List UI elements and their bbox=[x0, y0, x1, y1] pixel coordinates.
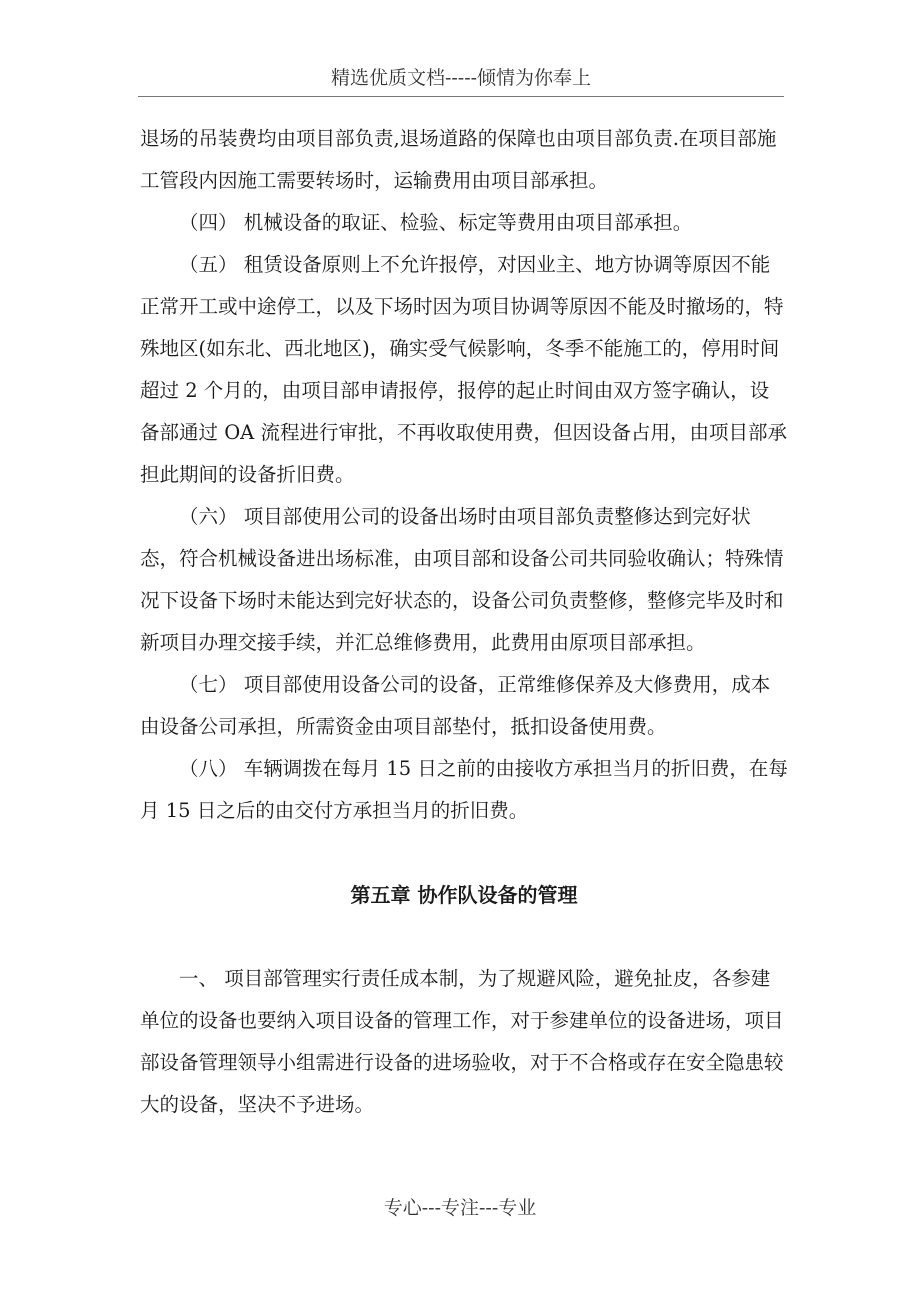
paragraph-continued: 退场的吊装费均由项目部负责,退场道路的保障也由项目部负责.在项目部施工管段内因施工需要转场时，运输费用由项目部承担。 bbox=[140, 127, 777, 192]
paragraph-item-5: （五） 租赁设备原则上不允许报停，对因业主、地方协调等原因不能正常开工或中途停工，以及下场时因为项目协调等原因不能及时撤场的，特殊地区(如东北、西北地区)，确实受气候影响，冬季不能施工的，停用时间超过 2 个月的，由项目部申请报停，报停的起止时间由双方签字确认，设备部通过 OA 流程进行审批，不再收取使用费，但因设备占用，由项目部承担此期间的设备折旧费。 bbox=[140, 253, 787, 486]
paragraph-item-7: （七） 项目部使用设备公司的设备，正常维修保养及大修费用，成本由设备公司承担，所需资金由项目部垫付，抵扣设备使用费。 bbox=[140, 673, 771, 738]
paragraph-item-8: （八） 车辆调拨在每月 15 日之前的由接收方承担当月的折旧费，在每月 15 日之后的由交付方承担当月的折旧费。 bbox=[140, 757, 788, 822]
chapter-heading: 第五章 协作队设备的管理 bbox=[350, 883, 578, 907]
paragraph-item-6: （六） 项目部使用公司的设备出场时由项目部负责整修达到完好状态，符合机械设备进出场标准，由项目部和设备公司共同验收确认；特殊情况下设备下场时未能达到完好状态的，设备公司负责整修，整修完毕及时和新项目办理交接手续，并汇总维修费用，此费用由原项目部承担。 bbox=[140, 505, 784, 654]
header-divider bbox=[138, 96, 784, 97]
page-header: 精选优质文档-----倾情为你奉上 bbox=[330, 67, 592, 89]
document-body bbox=[140, 118, 788, 1126]
paragraph-item-4: （四） 机械设备的取证、检验、标定等费用由项目部承担。 bbox=[179, 211, 693, 234]
page-footer: 专心---专注---专业 bbox=[383, 1197, 537, 1219]
paragraph-section-1: 一、 项目部管理实行责任成本制，为了规避风险，避免扯皮，各参建单位的设备也要纳入项目设备的管理工作，对于参建单位的设备进场，项目部设备管理领导小组需进行设备的进场验收，对于不合格或存在安全隐患较大的设备，坚决不予进场。 bbox=[140, 967, 784, 1116]
